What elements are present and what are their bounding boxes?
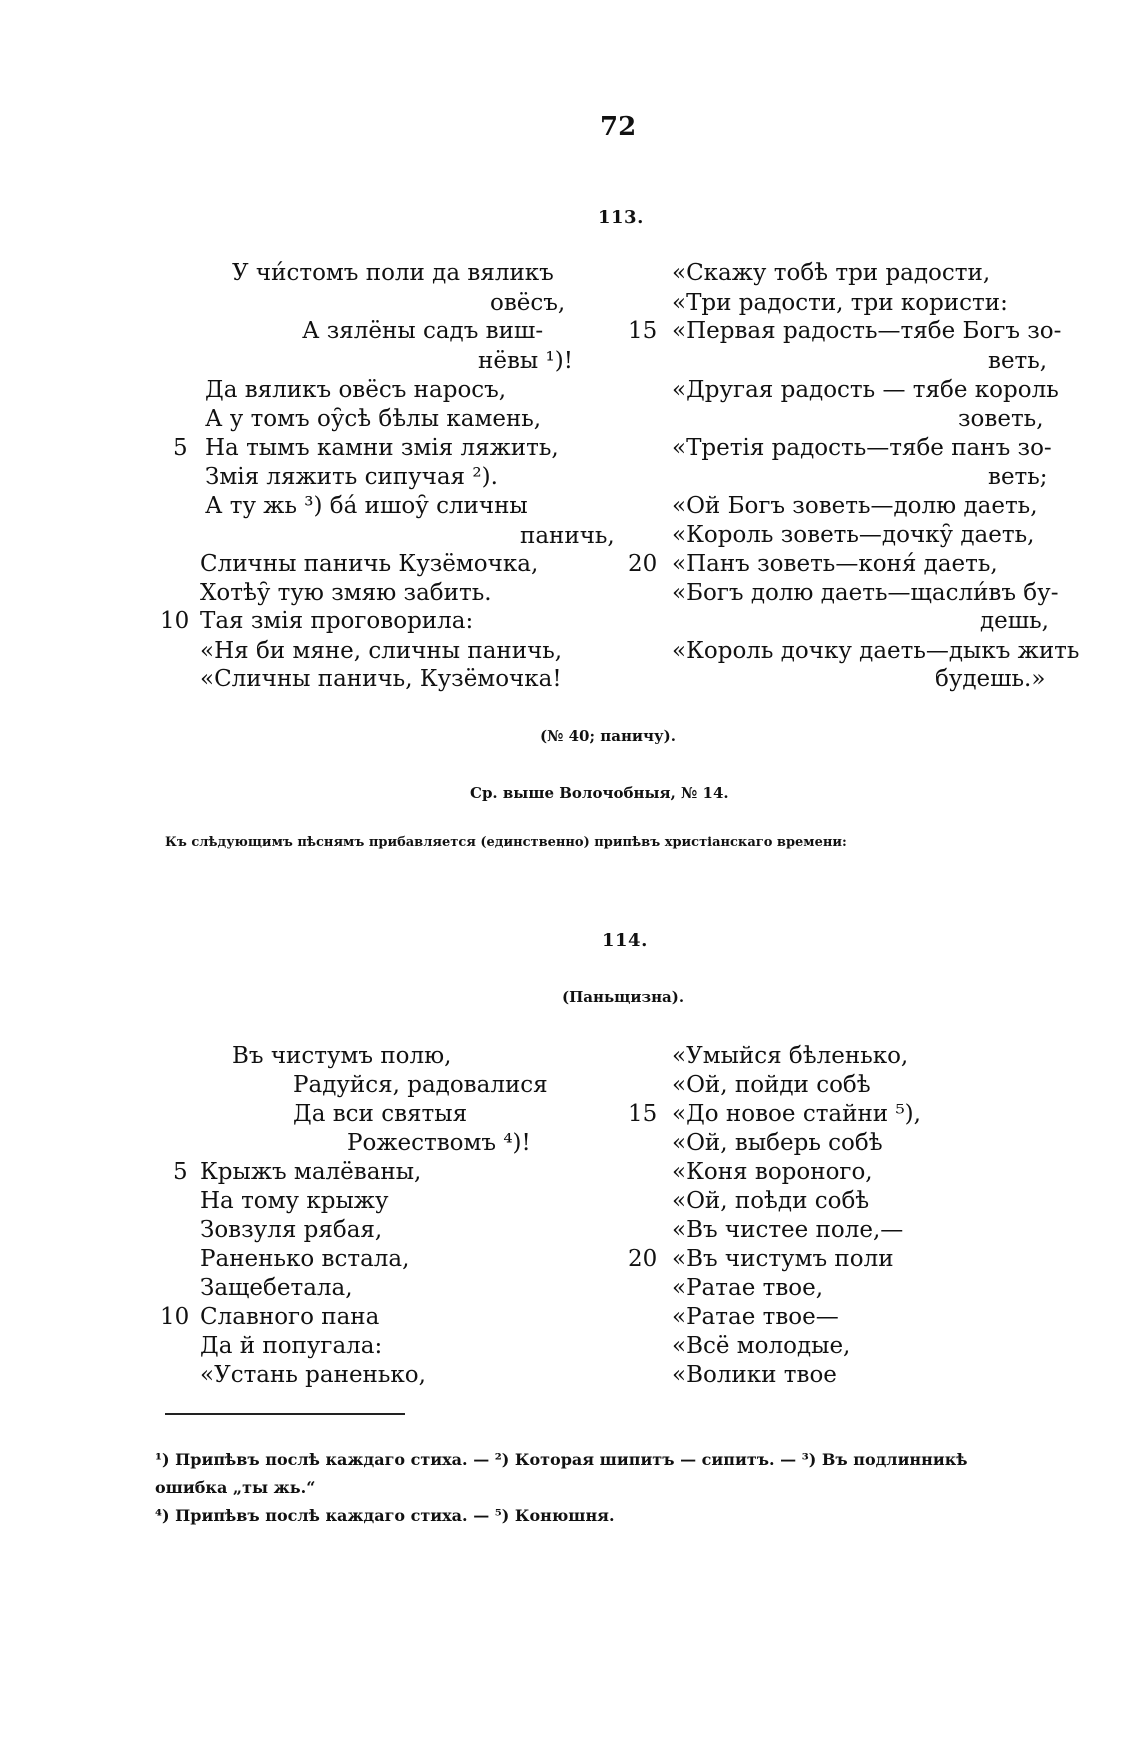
verse-line: зоветь,	[958, 406, 1044, 432]
line-number: 10	[160, 608, 190, 634]
verse-line: А зялёны садъ виш-	[302, 318, 544, 344]
verse-line: «Первая радость—тябе Богъ зо-	[672, 318, 1062, 344]
verse-line: овёсъ,	[490, 290, 566, 316]
line-number: 20	[628, 551, 658, 577]
verse-line: А у томъ оу̑сѣ бѣлы камень,	[205, 406, 542, 432]
verse-line: «Ой Богъ зоветь—долю даеть,	[672, 493, 1038, 519]
verse-line: «Ратае твое,	[672, 1275, 824, 1301]
verse-line: веть;	[988, 464, 1048, 490]
verse-line: Въ чистумъ полю,	[232, 1043, 452, 1069]
verse-line: «Скажу тобѣ три радости,	[672, 260, 991, 286]
verse-line: «Другая радость — тябе король	[672, 377, 1059, 403]
line-number: 15	[628, 1101, 658, 1127]
verse-line: паничь,	[520, 523, 615, 549]
verse-line: Сличны паничь Кузёмочка,	[200, 551, 539, 577]
song-114-subtitle: (Паньщизна).	[562, 988, 685, 1006]
verse-line: «Ня би мяне, сличны паничь,	[200, 638, 563, 664]
verse-line: Да й попугала:	[200, 1333, 383, 1359]
line-number: 10	[160, 1304, 190, 1330]
line-number: 5	[173, 1159, 188, 1185]
verse-line: Защебетала,	[200, 1275, 353, 1301]
song-114-number: 114.	[602, 930, 648, 951]
page-number: 72	[600, 112, 637, 142]
verse-line: «До новое стайни ⁵),	[672, 1101, 921, 1127]
footnote-line: ¹) Припѣвъ послѣ каждаго стиха. — ²) Которая шипитъ — сипитъ. — ³) Въ подлинникѣ	[155, 1450, 968, 1469]
verse-line: Тая змія проговорила:	[200, 608, 474, 634]
verse-line: «Король дочку даеть—дыкъ жить	[672, 638, 1080, 664]
footnote-line: ⁴) Припѣвъ послѣ каждаго стиха. — ⁵) Конюшня.	[155, 1506, 615, 1525]
verse-line: Хотѣу̑ тую змяю забить.	[200, 580, 492, 606]
verse-line: «Всё молодые,	[672, 1333, 851, 1359]
verse-line: дешь,	[980, 608, 1049, 634]
line-number: 15	[628, 318, 658, 344]
footnote-line: ошибка „ты жь.“	[155, 1478, 316, 1497]
verse-line: «Ой, выберь собѣ	[672, 1130, 883, 1156]
verse-line: «Волики твое	[672, 1362, 837, 1388]
verse-line: «Устань раненько,	[200, 1362, 426, 1388]
line-number: 20	[628, 1246, 658, 1272]
footnote-separator	[165, 1413, 405, 1415]
song-113-source-note: (№ 40; паничу).	[540, 727, 676, 745]
verse-line: А ту жь ³) ба́ ишоу̑ сличны	[205, 493, 528, 519]
verse-line: Да вяликъ овёсъ наросъ,	[205, 377, 507, 403]
section-note: Къ слѣдующимъ пѣснямъ прибавляется (единственно) припѣвъ христіанскаго времени:	[165, 835, 847, 850]
verse-line: нёвы ¹)!	[478, 348, 573, 374]
cross-reference-note: Ср. выше Волочобныя, № 14.	[470, 784, 729, 802]
verse-line: Крыжъ малёваны,	[200, 1159, 422, 1185]
verse-line: На тымъ камни змія ляжить,	[205, 435, 559, 461]
verse-line: «Ратае твое—	[672, 1304, 839, 1330]
verse-line: «Въ чистумъ поли	[672, 1246, 894, 1272]
verse-line: Зовзуля рябая,	[200, 1217, 383, 1243]
verse-line: Рожествомъ ⁴)!	[347, 1130, 531, 1156]
verse-line: «Три радости, три користи:	[672, 290, 1008, 316]
song-113-number: 113.	[598, 207, 644, 228]
verse-line: Радуйся, радовалися	[293, 1072, 548, 1098]
verse-line: Раненько встала,	[200, 1246, 410, 1272]
verse-line: «Сличны паничь, Кузёмочка!	[200, 666, 562, 692]
verse-line: «Ой, пойди собѣ	[672, 1072, 871, 1098]
verse-line: Славного пана	[200, 1304, 380, 1330]
verse-line: Да вси святыя	[293, 1101, 468, 1127]
verse-line: «Коня вороного,	[672, 1159, 873, 1185]
verse-line: «Ой, поѣди собѣ	[672, 1188, 870, 1214]
verse-line: У чи́стомъ поли да вяликъ	[232, 260, 554, 286]
verse-line: На тому крыжу	[200, 1188, 389, 1214]
verse-line: «Третія радость—тябе панъ зо-	[672, 435, 1052, 461]
verse-line: «Умыйся бѣленько,	[672, 1043, 909, 1069]
verse-line: «Король зоветь—дочку̑ даеть,	[672, 522, 1035, 548]
verse-line: «Панъ зоветь—коня́ даеть,	[672, 551, 998, 577]
verse-line: Змія ляжить сипучая ²).	[205, 464, 498, 490]
verse-line: «Богъ долю даеть—щасли́въ бу-	[672, 580, 1059, 606]
line-number: 5	[173, 435, 188, 461]
verse-line: «Въ чистее поле,—	[672, 1217, 904, 1243]
verse-line: веть,	[988, 348, 1048, 374]
verse-line: будешь.»	[935, 666, 1046, 692]
